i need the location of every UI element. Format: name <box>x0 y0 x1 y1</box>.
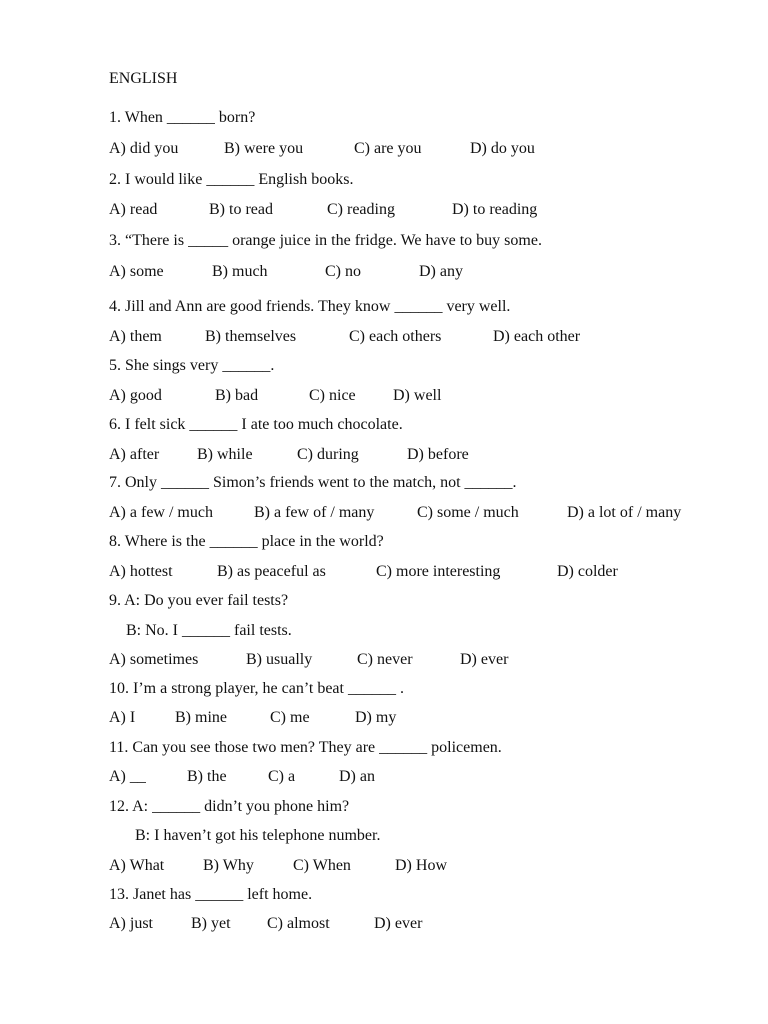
question-10-option-d: D) my <box>355 709 397 726</box>
question-10-option-b: B) mine <box>175 709 227 726</box>
question-9-option-d: D) ever <box>460 651 509 668</box>
question-12-text: 12. A: ______ didn’t you phone him? <box>109 798 350 815</box>
question-9-option-a: A) sometimes <box>109 651 199 668</box>
question-8-option-c: C) more interesting <box>376 563 501 580</box>
question-8-text: 8. Where is the ______ place in the world? <box>109 533 384 550</box>
question-2-text: 2. I would like ______ English books. <box>109 171 354 188</box>
question-12-text-line-2: B: I haven’t got his telephone number. <box>135 827 381 844</box>
question-6-option-b: B) while <box>197 446 253 463</box>
question-13-option-b: B) yet <box>191 915 231 932</box>
question-3-text: 3. “There is _____ orange juice in the fridge. We have to buy some. <box>109 232 542 249</box>
question-10-option-c: C) me <box>270 709 310 726</box>
question-1-option-c: C) are you <box>354 140 422 157</box>
question-4-option-c: C) each others <box>349 328 442 345</box>
question-13-option-a: A) just <box>109 915 153 932</box>
question-9-option-c: C) never <box>357 651 413 668</box>
question-7-option-d: D) a lot of / many <box>567 504 682 521</box>
question-1-text: 1. When ______ born? <box>109 109 256 126</box>
question-7-option-b: B) a few of / many <box>254 504 375 521</box>
question-8-option-b: B) as peaceful as <box>217 563 326 580</box>
question-6-option-a: A) after <box>109 446 160 463</box>
question-1-option-b: B) were you <box>224 140 304 157</box>
question-11-option-c: C) a <box>268 768 296 785</box>
question-2-option-b: B) to read <box>209 201 273 218</box>
question-2-option-d: D) to reading <box>452 201 538 218</box>
question-12-option-c: C) When <box>293 857 351 874</box>
question-3-option-b: B) much <box>212 263 268 280</box>
question-5-option-b: B) bad <box>215 387 259 404</box>
question-12-option-b: B) Why <box>203 857 254 874</box>
question-4-option-b: B) themselves <box>205 328 297 345</box>
question-11-option-d: D) an <box>339 768 375 785</box>
question-12-option-a: A) What <box>109 857 165 874</box>
question-11-text: 11. Can you see those two men? They are ______ policemen. <box>109 739 502 756</box>
question-6-option-d: D) before <box>407 446 469 463</box>
question-9-text-line-2: B: No. I ______ fail tests. <box>126 622 292 639</box>
question-12-option-d: D) How <box>395 857 447 874</box>
question-6-text: 6. I felt sick ______ I ate too much chocolate. <box>109 416 403 433</box>
question-13-option-c: C) almost <box>267 915 330 932</box>
question-8-option-d: D) colder <box>557 563 618 580</box>
question-5-option-c: C) nice <box>309 387 356 404</box>
question-3-option-a: A) some <box>109 263 164 280</box>
question-2-option-c: C) reading <box>327 201 395 218</box>
question-7-option-c: C) some / much <box>417 504 519 521</box>
question-3-option-c: C) no <box>325 263 361 280</box>
question-13-option-d: D) ever <box>374 915 423 932</box>
question-11-option-b: B) the <box>187 768 227 785</box>
question-11-option-a: A) __ <box>109 768 146 785</box>
question-4-text: 4. Jill and Ann are good friends. They know ______ very well. <box>109 298 511 315</box>
question-3-option-d: D) any <box>419 263 463 280</box>
question-8-option-a: A) hottest <box>109 563 173 580</box>
question-10-option-a: A) I <box>109 709 136 726</box>
question-1-option-d: D) do you <box>470 140 535 157</box>
question-9-text: 9. A: Do you ever fail tests? <box>109 592 289 609</box>
question-9-option-b: B) usually <box>246 651 313 668</box>
question-6-option-c: C) during <box>297 446 359 463</box>
question-7-option-a: A) a few / much <box>109 504 213 521</box>
question-4-option-d: D) each other <box>493 328 581 345</box>
question-13-text: 13. Janet has ______ left home. <box>109 886 313 903</box>
question-5-option-d: D) well <box>393 387 442 404</box>
question-7-text: 7. Only ______ Simon’s friends went to the match, not ______. <box>109 474 517 491</box>
question-5-text: 5. She sings very ______. <box>109 357 275 374</box>
question-1-option-a: A) did you <box>109 140 179 157</box>
question-5-option-a: A) good <box>109 387 162 404</box>
question-2-option-a: A) read <box>109 201 158 218</box>
question-10-text: 10. I’m a strong player, he can’t beat ______ . <box>109 680 404 697</box>
question-4-option-a: A) them <box>109 328 162 345</box>
page-title: ENGLISH <box>109 70 178 87</box>
